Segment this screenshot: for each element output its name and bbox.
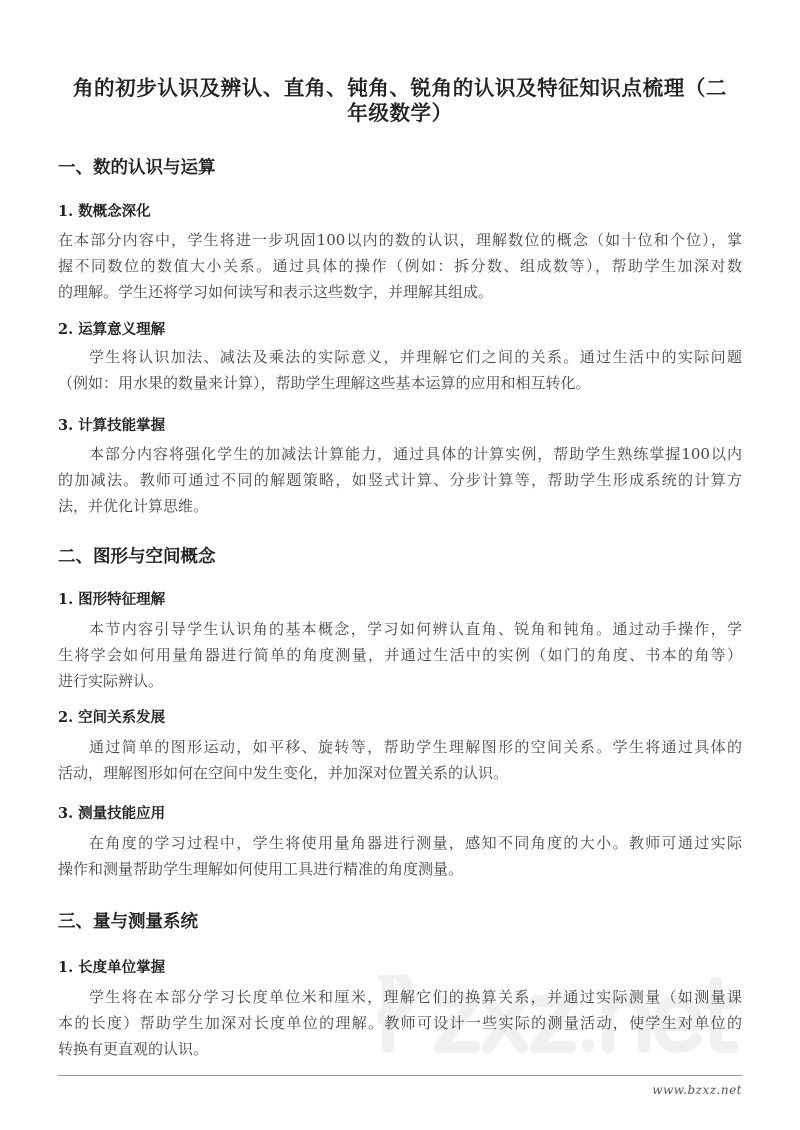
paragraph-line: 通过简单的图形运动，如平移、旋转等，帮助学生理解图形的空间关系。学生将通过具体的 [89, 738, 742, 756]
paragraph-line: 的理解。学生还将学习如何读写和表示这些数字，并理解其组成。 [58, 283, 494, 301]
subsection-heading: 3. 计算技能掌握 [58, 417, 166, 434]
paragraph-line: （例如：用水果的数量来计算），帮助学生理解这些基本运算的应用和相互转化。 [58, 374, 591, 392]
paragraph-line: 转换有更直观的认识。 [58, 1040, 209, 1058]
paragraph-line: 法，并优化计算思维。 [58, 497, 209, 515]
footer-url: www.bzxz.net [652, 1083, 742, 1097]
paragraph-line: 活动，理解图形如何在空间中发生变化，并加深对位置关系的认识。 [58, 764, 509, 782]
paragraph-line: 学生将在本部分学习长度单位米和厘米，理解它们的换算关系，并通过实际测量（如测量课 [89, 988, 742, 1006]
paragraph-line: 在本部分内容中，学生将进一步巩固100以内的数的认识，理解数位的概念（如十位和个位），掌 [58, 231, 742, 249]
paragraph-line: 学生将认识加法、减法及乘法的实际意义，并理解它们之间的关系。通过生活中的实际问题 [89, 348, 742, 366]
section-heading: 二、图形与空间概念 [58, 547, 216, 567]
subsection-heading: 1. 图形特征理解 [58, 591, 166, 608]
paragraph-line: 进行实际辨认。 [58, 672, 164, 690]
paragraph-line: 操作和测量帮助学生理解如何使用工具进行精准的角度测量。 [58, 860, 464, 878]
paragraph-line: 的加减法。教师可通过不同的解题策略，如竖式计算、分步计算等，帮助学生形成系统的计算方 [58, 471, 742, 489]
subsection-heading: 1. 长度单位掌握 [58, 959, 166, 976]
paragraph-line: 在角度的学习过程中，学生将使用量角器进行测量，感知不同角度的大小。教师可通过实际 [89, 834, 742, 852]
document-title-line-1: 角的初步认识及辨认、直角、钝角、锐角的认识及特征知识点梳理（二 [72, 76, 728, 100]
subsection-heading: 3. 测量技能应用 [58, 805, 166, 822]
paragraph-line: 本的长度）帮助学生加深对长度单位的理解。教师可设计一些实际的测量活动，使学生对单位的 [58, 1014, 742, 1032]
paragraph-line: 本部分内容将强化学生的加减法计算能力，通过具体的计算实例，帮助学生熟练掌握100以内 [89, 445, 742, 463]
subsection-heading: 1. 数概念深化 [58, 203, 151, 220]
section-heading: 一、数的认识与运算 [58, 158, 216, 178]
footer-divider [58, 1075, 742, 1076]
paragraph-line: 握不同数位的数值大小关系。通过具体的操作（例如：拆分数、组成数等），帮助学生加深对数 [58, 257, 742, 275]
paragraph-line: 本节内容引导学生认识角的基本概念，学习如何辨认直角、锐角和钝角。通过动手操作，学 [89, 620, 742, 638]
section-heading: 三、量与测量系统 [58, 912, 198, 932]
document-title-line-2: 年级数学） [347, 101, 453, 125]
subsection-heading: 2. 空间关系发展 [58, 709, 166, 726]
paragraph-line: 生将学会如何用量角器进行简单的角度测量，并通过生活中的实例（如门的角度、书本的角等） [58, 646, 742, 664]
subsection-heading: 2. 运算意义理解 [58, 321, 166, 338]
